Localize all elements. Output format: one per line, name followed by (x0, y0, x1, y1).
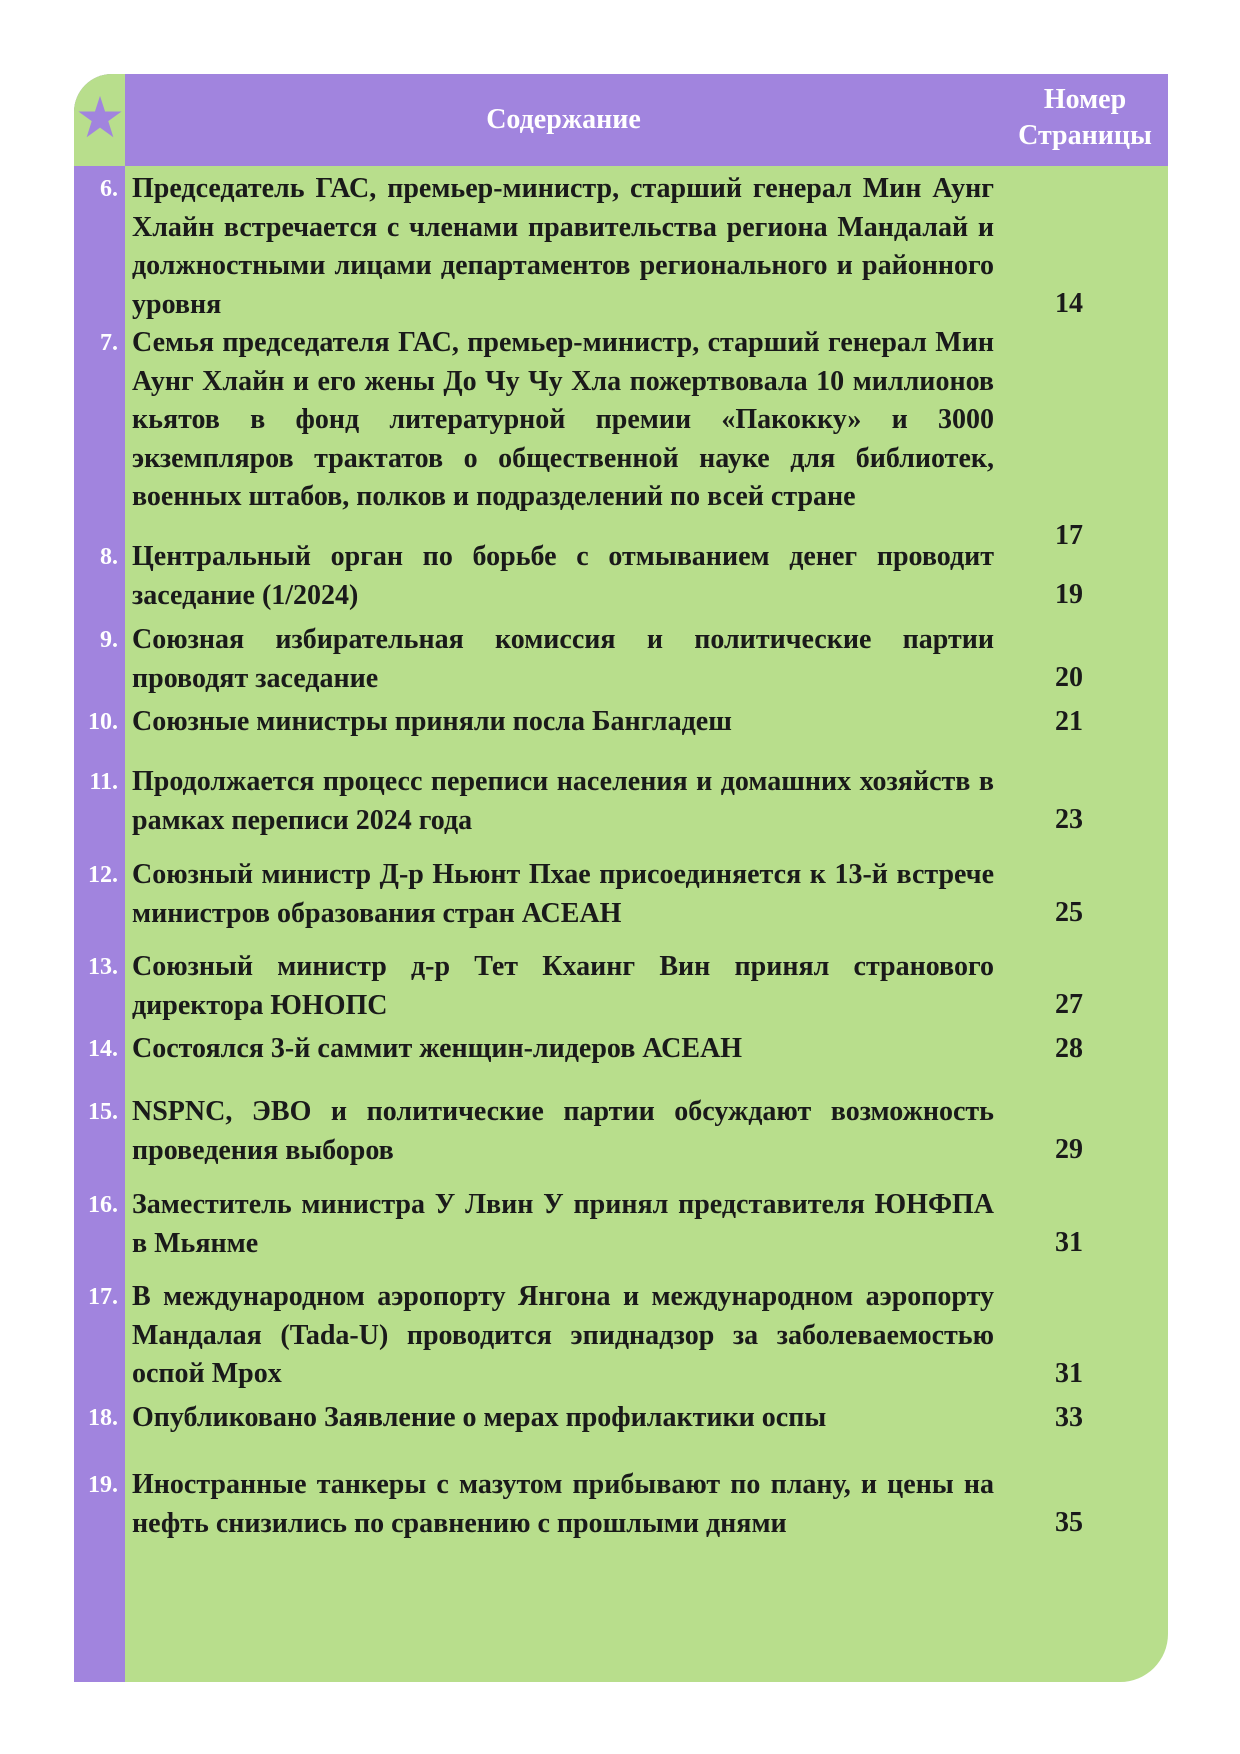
entry-page: 21 (1055, 706, 1083, 737)
entry-page: 28 (1055, 1033, 1083, 1064)
entry-number: 6. (100, 176, 118, 202)
entry-page: 25 (1055, 897, 1083, 928)
entry-title[interactable]: Состоялся 3-й саммит женщин-лидеров АСЕАН (132, 1033, 743, 1064)
entry-title[interactable]: Центральный орган по борьбе с отмыванием денег проводит заседание (1/2024) (132, 541, 994, 611)
entry-page: 27 (1055, 989, 1083, 1020)
entry-title[interactable]: Продолжается процесс переписи населения и домашних хозяйств в рамках переписи 2024 года (132, 766, 994, 836)
entry-number: 14. (88, 1036, 118, 1062)
entry-title[interactable]: Иностранные танкеры с мазутом прибывают по плану, и цены на нефть снизились по сравнению с прошлыми днями (132, 1469, 994, 1539)
entry-number: 19. (88, 1472, 118, 1498)
entry-title[interactable]: Семья председателя ГАС, премьер-министр, старший генерал Мин Аунг Хлайн и его жены До Чу Чу Хла пожертвовала 10 миллионов кьятов в фонд литературной премии «Пакокку» и 3000 экземпляров трактатов о общественной науке для библиотек, военных штабов, полков и подразделений по всей стране (132, 327, 994, 512)
entry-title[interactable]: Союзные министры приняли посла Бангладеш (132, 706, 732, 737)
entry-page: 23 (1055, 804, 1083, 835)
entry-number: 10. (88, 709, 118, 735)
entry-title[interactable]: Союзный министр Д-р Ньюнт Пхае присоединяется к 13-й встрече министров образования стран АСЕАН (132, 859, 994, 929)
entry-page: 35 (1055, 1507, 1083, 1538)
entry-number: 9. (100, 627, 118, 653)
entry-number: 8. (100, 544, 118, 570)
page-number-header (1010, 82, 1160, 154)
page-label-line1: Номер (1043, 84, 1127, 115)
entry-title[interactable]: Союзная избирательная комиссия и политические партии проводят заседание (132, 624, 994, 694)
entry-number: 17. (88, 1284, 118, 1310)
star-icon (77, 94, 123, 140)
page-label-line2: Страницы (1018, 120, 1152, 151)
corner-box (74, 74, 125, 166)
entry-page: 31 (1055, 1358, 1083, 1389)
contents-panel (74, 74, 1168, 1682)
entry-title[interactable]: Союзный министр д-р Тет Кхаинг Вин принял странового директора ЮНОПС (132, 951, 994, 1021)
contents-title: Содержание (486, 104, 641, 135)
entry-title[interactable]: Председатель ГАС, премьер-министр, старший генерал Мин Аунг Хлайн встречается с членами правительства региона Мандалай и должностными лицами департаментов регионального и районного уровня (132, 173, 994, 320)
entry-title[interactable]: В международном аэропорту Янгона и международном аэропорту Мандалая (Tada-U) проводится эпиднадзор за заболеваемостью оспой Mpox (132, 1281, 994, 1389)
entry-number: 7. (100, 330, 118, 356)
entry-number: 16. (88, 1192, 118, 1218)
entry-number: 12. (88, 862, 118, 888)
entry-page: 20 (1055, 662, 1083, 693)
entry-page: 31 (1055, 1227, 1083, 1258)
entry-number: 15. (88, 1099, 118, 1125)
entry-number: 18. (88, 1405, 118, 1431)
entry-page: 14 (1055, 288, 1083, 319)
entry-title[interactable]: NSPNC, ЭВО и политические партии обсуждают возможность проведения выборов (132, 1096, 994, 1166)
entry-title[interactable]: Заместитель министра У Лвин У принял представителя ЮНФПА в Мьянме (132, 1189, 994, 1259)
entry-page: 29 (1055, 1134, 1083, 1165)
entry-number: 11. (89, 769, 118, 795)
entry-page: 33 (1055, 1402, 1083, 1433)
entry-page: 19 (1055, 579, 1083, 610)
entry-page: 17 (1055, 520, 1083, 551)
entry-title[interactable]: Опубликовано Заявление о мерах профилактики оспы (132, 1402, 827, 1433)
entry-number: 13. (88, 954, 118, 980)
